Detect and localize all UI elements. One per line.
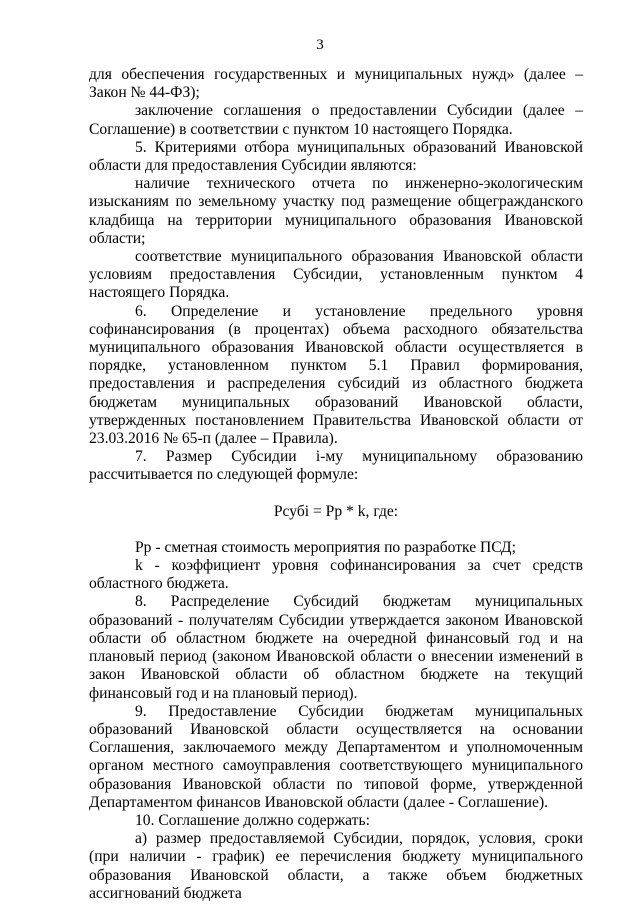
definition: k - коэффициент уровня софинансирования за счет средств областного бюджета. [89,557,583,593]
definition: Pp - сметная стоимость мероприятия по разработке ПСД; [135,538,516,556]
paragraph: 8. Распределение Субсидий бюджетам муниципальных образований - получателям Субсидии утверждается законом Ивановской области об областном бюджете на очередной финансовый год и на плановый период (законом Ивановской области о внесении изменений в закон Ивановской области об областном бюджете на текущий финансовый год и на плановый период). [89,593,583,702]
page-number: 3 [316,37,324,53]
formula: Pсубi = Pp * k, где: [273,502,399,520]
paragraph: соответствие муниципального образования Ивановской области условиям предоставления Субсидии, установленным пунктом 4 настоящего Порядка. [89,248,583,302]
paragraph: заключение соглашения о предоставлении Субсидии (далее – Соглашение) в соответствии с пунктом 10 настоящего Порядка. [89,102,583,138]
paragraph: 7. Размер Субсидии i-му муниципальному образованию рассчитывается по следующей формуле: [89,448,583,484]
paragraph: 10. Соглашение должно содержать: [135,811,370,829]
paragraph: для обеспечения государственных и муниципальных нужд» (далее – Закон № 44-ФЗ); [89,66,583,102]
paragraph: а) размер предоставляемой Субсидии, порядок, условия, сроки (при наличии - график) ее перечисления бюджету муниципального образования Ивановской области, а также объем бюджетных ассигнований бюджета [89,830,583,902]
paragraph: наличие технического отчета по инженерно-экологическим изысканиям по земельному участку под размещение общегражданского кладбища на территории муниципального образования Ивановской области; [89,175,583,247]
document-body [89,66,583,903]
paragraph: 9. Предоставление Субсидии бюджетам муниципальных образований Ивановской области осуществляется на основании Соглашения, заключаемого между Департаментом и уполномоченным органом местного самоуправления соответствующего муниципального образования Ивановской области по типовой форме, утвержденной Департаментом финансов Ивановской области (далее - Соглашение). [89,702,583,811]
paragraph: 5. Критериями отбора муниципальных образований Ивановской области для предоставления Субсидии являются: [89,138,583,175]
paragraph: 6. Определение и установление предельного уровня софинансирования (в процентах) объема расходного обязательства муниципального образования Ивановской области осуществляется в порядке, установленном пунктом 5.1 Правил формирования, предоставления и распределения субсидий из областного бюджета бюджетам муниципальных образований Ивановской области, утвержденных постановлением Правительства Ивановской области от 23.03.2016 № 65-п (далее – Правила). [89,302,583,448]
